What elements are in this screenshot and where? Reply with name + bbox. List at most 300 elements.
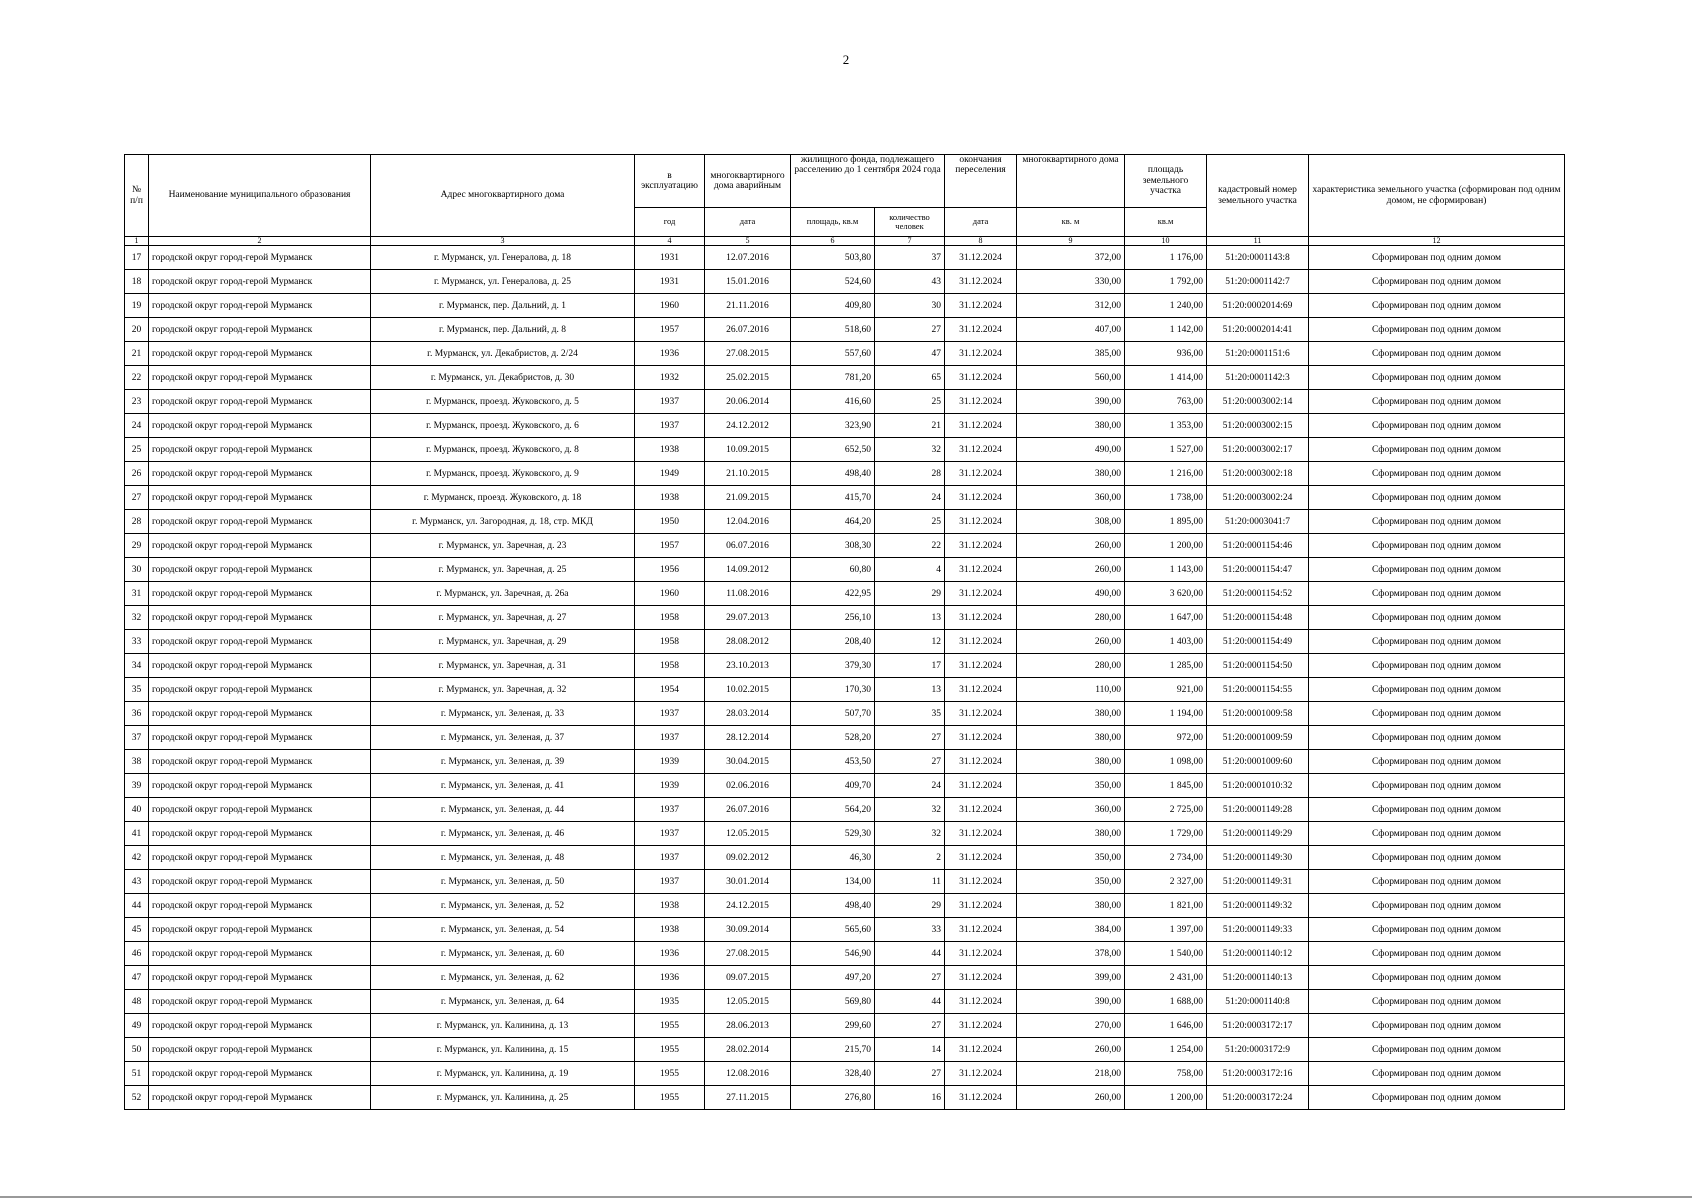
cadastral-number: 51:20:0001154:47 [1207, 558, 1309, 582]
column-number: 12 [1309, 237, 1565, 246]
row-number: 31 [125, 582, 149, 606]
commission-year: 1956 [635, 558, 705, 582]
cadastral-number: 51:20:0001154:55 [1207, 678, 1309, 702]
resettlement-area: 46,30 [791, 846, 875, 870]
resettlement-end-date: 31.12.2024 [945, 1062, 1017, 1086]
house-area: 260,00 [1017, 1086, 1125, 1110]
cadastral-number: 51:20:0003002:15 [1207, 414, 1309, 438]
land-area: 1 397,00 [1125, 918, 1207, 942]
house-area: 270,00 [1017, 1014, 1125, 1038]
residents-count: 33 [875, 918, 945, 942]
resettlement-area: 546,90 [791, 942, 875, 966]
land-characteristic: Сформирован под одним домом [1309, 990, 1565, 1014]
land-area: 758,00 [1125, 1062, 1207, 1086]
house-address: г. Мурманск, проезд. Жуковского, д. 18 [371, 486, 635, 510]
emergency-date: 30.04.2015 [705, 750, 791, 774]
municipality-name: городской округ город-герой Мурманск [149, 870, 371, 894]
commission-year: 1937 [635, 414, 705, 438]
row-number: 37 [125, 726, 149, 750]
cadastral-number: 51:20:0002014:69 [1207, 294, 1309, 318]
residents-count: 11 [875, 870, 945, 894]
resettlement-area: 409,80 [791, 294, 875, 318]
house-address: г. Мурманск, ул. Зеленая, д. 33 [371, 702, 635, 726]
land-area: 936,00 [1125, 342, 1207, 366]
column-number: 1 [125, 237, 149, 246]
house-address: г. Мурманск, ул. Зеленая, д. 48 [371, 846, 635, 870]
cadastral-number: 51:20:0001143:8 [1207, 246, 1309, 270]
resettlement-area: 652,50 [791, 438, 875, 462]
house-area: 280,00 [1017, 654, 1125, 678]
land-area: 1 792,00 [1125, 270, 1207, 294]
house-area: 350,00 [1017, 774, 1125, 798]
cadastral-number: 51:20:0001149:33 [1207, 918, 1309, 942]
commission-year: 1937 [635, 870, 705, 894]
cadastral-number: 51:20:0003002:18 [1207, 462, 1309, 486]
municipality-name: городской округ город-герой Мурманск [149, 486, 371, 510]
municipality-name: городской округ город-герой Мурманск [149, 966, 371, 990]
municipality-name: городской округ город-герой Мурманск [149, 534, 371, 558]
commission-year: 1954 [635, 678, 705, 702]
emergency-date: 25.02.2015 [705, 366, 791, 390]
house-area: 260,00 [1017, 534, 1125, 558]
house-address: г. Мурманск, ул. Калинина, д. 25 [371, 1086, 635, 1110]
cadastral-number: 51:20:0001154:48 [1207, 606, 1309, 630]
cadastral-number: 51:20:0003041:7 [1207, 510, 1309, 534]
municipality-name: городской округ город-герой Мурманск [149, 318, 371, 342]
resettlement-area: 781,20 [791, 366, 875, 390]
table-row [125, 990, 1565, 1014]
table-row [125, 438, 1565, 462]
land-characteristic: Сформирован под одним домом [1309, 294, 1565, 318]
emergency-date: 06.07.2016 [705, 534, 791, 558]
resettlement-end-date: 31.12.2024 [945, 390, 1017, 414]
cadastral-number: 51:20:0001140:13 [1207, 966, 1309, 990]
emergency-date: 12.08.2016 [705, 1062, 791, 1086]
land-area: 2 725,00 [1125, 798, 1207, 822]
row-number: 35 [125, 678, 149, 702]
residents-count: 25 [875, 510, 945, 534]
resettlement-area: 409,70 [791, 774, 875, 798]
land-area: 1 143,00 [1125, 558, 1207, 582]
residents-count: 27 [875, 966, 945, 990]
emergency-date: 29.07.2013 [705, 606, 791, 630]
land-characteristic: Сформирован под одним домом [1309, 270, 1565, 294]
residents-count: 32 [875, 822, 945, 846]
cadastral-number: 51:20:0001149:31 [1207, 870, 1309, 894]
row-number: 20 [125, 318, 149, 342]
resettlement-area: 464,20 [791, 510, 875, 534]
house-address: г. Мурманск, проезд. Жуковского, д. 8 [371, 438, 635, 462]
house-area: 260,00 [1017, 630, 1125, 654]
commission-year: 1955 [635, 1086, 705, 1110]
cadastral-number: 51:20:0003002:24 [1207, 486, 1309, 510]
land-characteristic: Сформирован под одним домом [1309, 750, 1565, 774]
residents-count: 17 [875, 654, 945, 678]
land-characteristic: Сформирован под одним домом [1309, 894, 1565, 918]
table-row [125, 966, 1565, 990]
column-number: 10 [1125, 237, 1207, 246]
land-area: 763,00 [1125, 390, 1207, 414]
municipality-name: городской округ город-герой Мурманск [149, 846, 371, 870]
resettlement-end-date: 31.12.2024 [945, 606, 1017, 630]
resettlement-area: 422,95 [791, 582, 875, 606]
land-characteristic: Сформирован под одним домом [1309, 1086, 1565, 1110]
house-address: г. Мурманск, ул. Заречная, д. 27 [371, 606, 635, 630]
resettlement-end-date: 31.12.2024 [945, 1038, 1017, 1062]
commission-year: 1938 [635, 894, 705, 918]
table-row [125, 1014, 1565, 1038]
commission-year: 1936 [635, 966, 705, 990]
emergency-date: 28.06.2013 [705, 1014, 791, 1038]
residents-count: 27 [875, 726, 945, 750]
land-characteristic: Сформирован под одним домом [1309, 1062, 1565, 1086]
municipality-name: городской округ город-герой Мурманск [149, 822, 371, 846]
residents-count: 24 [875, 486, 945, 510]
house-address: г. Мурманск, ул. Декабристов, д. 2/24 [371, 342, 635, 366]
resettlement-end-date: 31.12.2024 [945, 774, 1017, 798]
resettlement-end-date: 31.12.2024 [945, 966, 1017, 990]
land-area: 2 327,00 [1125, 870, 1207, 894]
resettlement-end-date: 31.12.2024 [945, 534, 1017, 558]
land-characteristic: Сформирован под одним домом [1309, 654, 1565, 678]
resettlement-end-date: 31.12.2024 [945, 462, 1017, 486]
municipality-name: городской округ город-герой Мурманск [149, 1062, 371, 1086]
house-address: г. Мурманск, ул. Зеленая, д. 54 [371, 918, 635, 942]
resettlement-end-date: 31.12.2024 [945, 894, 1017, 918]
cadastral-number: 51:20:0001009:58 [1207, 702, 1309, 726]
header-land-area-group: площадь земельного участка [1125, 155, 1207, 208]
resettlement-area: 498,40 [791, 462, 875, 486]
table-row [125, 582, 1565, 606]
land-area: 1 098,00 [1125, 750, 1207, 774]
header-land-characteristic: характеристика земельного участка (сформирован под одним домом, не сформирован) [1309, 155, 1565, 237]
resettlement-end-date: 31.12.2024 [945, 558, 1017, 582]
row-number: 38 [125, 750, 149, 774]
house-address: г. Мурманск, ул. Генералова, д. 18 [371, 246, 635, 270]
cadastral-number: 51:20:0001154:52 [1207, 582, 1309, 606]
row-number: 30 [125, 558, 149, 582]
house-area: 384,00 [1017, 918, 1125, 942]
house-area: 260,00 [1017, 558, 1125, 582]
resettlement-area: 569,80 [791, 990, 875, 1014]
table-header [125, 155, 1565, 246]
table-row [125, 1038, 1565, 1062]
header-cadastre: кадастровый номер земельного участка [1207, 155, 1309, 237]
row-number: 46 [125, 942, 149, 966]
municipality-name: городской округ город-герой Мурманск [149, 366, 371, 390]
table-row [125, 846, 1565, 870]
land-characteristic: Сформирован под одним домом [1309, 582, 1565, 606]
emergency-date: 12.05.2015 [705, 990, 791, 1014]
land-characteristic: Сформирован под одним домом [1309, 942, 1565, 966]
table-row [125, 246, 1565, 270]
commission-year: 1957 [635, 318, 705, 342]
municipality-name: городской округ город-герой Мурманск [149, 270, 371, 294]
residents-count: 21 [875, 414, 945, 438]
land-characteristic: Сформирован под одним домом [1309, 318, 1565, 342]
resettlement-area: 308,30 [791, 534, 875, 558]
land-characteristic: Сформирован под одним домом [1309, 366, 1565, 390]
cadastral-number: 51:20:0001010:32 [1207, 774, 1309, 798]
land-characteristic: Сформирован под одним домом [1309, 822, 1565, 846]
cadastral-number: 51:20:0001142:3 [1207, 366, 1309, 390]
cadastral-number: 51:20:0003002:17 [1207, 438, 1309, 462]
house-address: г. Мурманск, ул. Калинина, д. 19 [371, 1062, 635, 1086]
cadastral-number: 51:20:0001140:12 [1207, 942, 1309, 966]
emergency-date: 21.11.2016 [705, 294, 791, 318]
resettlement-end-date: 31.12.2024 [945, 678, 1017, 702]
cadastral-number: 51:20:0001154:46 [1207, 534, 1309, 558]
commission-year: 1955 [635, 1014, 705, 1038]
land-characteristic: Сформирован под одним домом [1309, 966, 1565, 990]
municipality-name: городской округ город-герой Мурманск [149, 582, 371, 606]
residents-count: 27 [875, 1014, 945, 1038]
commission-year: 1938 [635, 438, 705, 462]
house-address: г. Мурманск, пер. Дальний, д. 8 [371, 318, 635, 342]
column-number: 7 [875, 237, 945, 246]
house-area: 378,00 [1017, 942, 1125, 966]
commission-year: 1937 [635, 846, 705, 870]
resettlement-area: 415,70 [791, 486, 875, 510]
page-number: 2 [842, 52, 850, 67]
municipality-name: городской округ город-герой Мурманск [149, 510, 371, 534]
column-number: 2 [149, 237, 371, 246]
resettlement-area: 557,60 [791, 342, 875, 366]
municipality-name: городской округ город-герой Мурманск [149, 390, 371, 414]
resettlement-end-date: 31.12.2024 [945, 510, 1017, 534]
municipality-name: городской округ город-герой Мурманск [149, 798, 371, 822]
land-characteristic: Сформирован под одним домом [1309, 534, 1565, 558]
cadastral-number: 51:20:0001009:60 [1207, 750, 1309, 774]
resettlement-area: 528,20 [791, 726, 875, 750]
land-characteristic: Сформирован под одним домом [1309, 1014, 1565, 1038]
resettlement-end-date: 31.12.2024 [945, 654, 1017, 678]
land-area: 2 431,00 [1125, 966, 1207, 990]
house-area: 330,00 [1017, 270, 1125, 294]
column-number: 11 [1207, 237, 1309, 246]
resettlement-area: 208,40 [791, 630, 875, 654]
municipality-name: городской округ город-герой Мурманск [149, 942, 371, 966]
resettlement-end-date: 31.12.2024 [945, 414, 1017, 438]
house-address: г. Мурманск, ул. Заречная, д. 26а [371, 582, 635, 606]
table-row [125, 414, 1565, 438]
house-area: 350,00 [1017, 846, 1125, 870]
land-characteristic: Сформирован под одним домом [1309, 774, 1565, 798]
land-area: 1 540,00 [1125, 942, 1207, 966]
table-row [125, 750, 1565, 774]
resettlement-area: 497,20 [791, 966, 875, 990]
house-area: 380,00 [1017, 414, 1125, 438]
house-address: г. Мурманск, ул. Зеленая, д. 52 [371, 894, 635, 918]
house-address: г. Мурманск, ул. Заречная, д. 29 [371, 630, 635, 654]
house-area: 380,00 [1017, 462, 1125, 486]
house-address: г. Мурманск, ул. Заречная, д. 25 [371, 558, 635, 582]
row-number: 41 [125, 822, 149, 846]
commission-year: 1955 [635, 1038, 705, 1062]
cadastral-number: 51:20:0003172:24 [1207, 1086, 1309, 1110]
resettlement-end-date: 31.12.2024 [945, 726, 1017, 750]
table-row [125, 630, 1565, 654]
row-number: 39 [125, 774, 149, 798]
residents-count: 2 [875, 846, 945, 870]
resettlement-end-date: 31.12.2024 [945, 270, 1017, 294]
land-characteristic: Сформирован под одним домом [1309, 606, 1565, 630]
emergency-date: 27.11.2015 [705, 1086, 791, 1110]
house-address: г. Мурманск, проезд. Жуковского, д. 6 [371, 414, 635, 438]
municipality-name: городской округ город-герой Мурманск [149, 342, 371, 366]
emergency-date: 14.09.2012 [705, 558, 791, 582]
municipality-name: городской округ город-герой Мурманск [149, 678, 371, 702]
land-area: 1 353,00 [1125, 414, 1207, 438]
cadastral-number: 51:20:0001151:6 [1207, 342, 1309, 366]
house-area: 260,00 [1017, 1038, 1125, 1062]
residents-count: 28 [875, 462, 945, 486]
row-number: 25 [125, 438, 149, 462]
land-area: 921,00 [1125, 678, 1207, 702]
land-characteristic: Сформирован под одним домом [1309, 630, 1565, 654]
municipality-name: городской округ город-герой Мурманск [149, 774, 371, 798]
resettlement-area: 134,00 [791, 870, 875, 894]
resettlement-area: 256,10 [791, 606, 875, 630]
table-row [125, 774, 1565, 798]
emergency-date: 20.06.2014 [705, 390, 791, 414]
municipality-name: городской округ город-герой Мурманск [149, 702, 371, 726]
land-area: 1 895,00 [1125, 510, 1207, 534]
row-number: 19 [125, 294, 149, 318]
emergency-date: 30.01.2014 [705, 870, 791, 894]
municipality-name: городской округ город-герой Мурманск [149, 438, 371, 462]
resettlement-area: 170,30 [791, 678, 875, 702]
land-area: 1 200,00 [1125, 1086, 1207, 1110]
table-row [125, 318, 1565, 342]
commission-year: 1937 [635, 390, 705, 414]
resettlement-area: 416,60 [791, 390, 875, 414]
residents-count: 32 [875, 798, 945, 822]
commission-year: 1938 [635, 486, 705, 510]
land-characteristic: Сформирован под одним домом [1309, 246, 1565, 270]
land-characteristic: Сформирован под одним домом [1309, 918, 1565, 942]
cadastral-number: 51:20:0001149:32 [1207, 894, 1309, 918]
emergency-date: 28.08.2012 [705, 630, 791, 654]
municipality-name: городской округ город-герой Мурманск [149, 606, 371, 630]
emergency-date: 28.02.2014 [705, 1038, 791, 1062]
row-number: 28 [125, 510, 149, 534]
resettlement-area: 453,50 [791, 750, 875, 774]
resettlement-end-date: 31.12.2024 [945, 702, 1017, 726]
land-area: 1 254,00 [1125, 1038, 1207, 1062]
table-row [125, 1062, 1565, 1086]
municipality-name: городской округ город-герой Мурманск [149, 1086, 371, 1110]
emergency-date: 21.09.2015 [705, 486, 791, 510]
house-area: 380,00 [1017, 822, 1125, 846]
house-address: г. Мурманск, ул. Зеленая, д. 60 [371, 942, 635, 966]
resettlement-end-date: 31.12.2024 [945, 486, 1017, 510]
row-number: 36 [125, 702, 149, 726]
residents-count: 25 [875, 390, 945, 414]
land-area: 1 216,00 [1125, 462, 1207, 486]
header-house-area-group: многоквартирного дома [1017, 155, 1125, 208]
house-area: 360,00 [1017, 486, 1125, 510]
house-address: г. Мурманск, ул. Зеленая, д. 64 [371, 990, 635, 1014]
land-area: 1 240,00 [1125, 294, 1207, 318]
cadastral-number: 51:20:0003172:16 [1207, 1062, 1309, 1086]
land-area: 1 729,00 [1125, 822, 1207, 846]
emergency-date: 10.09.2015 [705, 438, 791, 462]
resettlement-area: 524,60 [791, 270, 875, 294]
resettlement-area: 507,70 [791, 702, 875, 726]
resettlement-area: 498,40 [791, 894, 875, 918]
resettlement-end-date: 31.12.2024 [945, 294, 1017, 318]
cadastral-number: 51:20:0001149:29 [1207, 822, 1309, 846]
resettlement-end-date: 31.12.2024 [945, 1014, 1017, 1038]
municipality-name: городской округ город-герой Мурманск [149, 894, 371, 918]
resettlement-area: 60,80 [791, 558, 875, 582]
emergency-date: 12.04.2016 [705, 510, 791, 534]
table-row [125, 558, 1565, 582]
commission-year: 1939 [635, 774, 705, 798]
header-date: дата [705, 208, 791, 237]
row-number: 32 [125, 606, 149, 630]
land-area: 972,00 [1125, 726, 1207, 750]
house-area: 560,00 [1017, 366, 1125, 390]
house-address: г. Мурманск, ул. Зеленая, д. 37 [371, 726, 635, 750]
column-number: 9 [1017, 237, 1125, 246]
municipality-name: городской округ город-герой Мурманск [149, 246, 371, 270]
header-emergency-group: многоквартирного дома аварийным [705, 155, 791, 208]
residents-count: 30 [875, 294, 945, 318]
table-row [125, 534, 1565, 558]
emergency-date: 23.10.2013 [705, 654, 791, 678]
house-area: 360,00 [1017, 798, 1125, 822]
house-address: г. Мурманск, ул. Зеленая, д. 39 [371, 750, 635, 774]
land-area: 1 403,00 [1125, 630, 1207, 654]
table-body [125, 246, 1565, 1110]
resettlement-area: 299,60 [791, 1014, 875, 1038]
commission-year: 1935 [635, 990, 705, 1014]
cadastral-number: 51:20:0001149:30 [1207, 846, 1309, 870]
row-number: 27 [125, 486, 149, 510]
residents-count: 14 [875, 1038, 945, 1062]
table-row [125, 918, 1565, 942]
header-end-date: дата [945, 208, 1017, 237]
cadastral-number: 51:20:0003172:17 [1207, 1014, 1309, 1038]
land-area: 1 646,00 [1125, 1014, 1207, 1038]
row-number: 29 [125, 534, 149, 558]
table-row [125, 342, 1565, 366]
resettlement-end-date: 31.12.2024 [945, 366, 1017, 390]
resettlement-area: 323,90 [791, 414, 875, 438]
emergency-date: 26.07.2016 [705, 798, 791, 822]
land-characteristic: Сформирован под одним домом [1309, 702, 1565, 726]
land-characteristic: Сформирован под одним домом [1309, 846, 1565, 870]
table-row [125, 942, 1565, 966]
residents-count: 29 [875, 582, 945, 606]
land-characteristic: Сформирован под одним домом [1309, 558, 1565, 582]
residents-count: 22 [875, 534, 945, 558]
emergency-date: 12.07.2016 [705, 246, 791, 270]
land-characteristic: Сформирован под одним домом [1309, 462, 1565, 486]
residents-count: 44 [875, 942, 945, 966]
house-address: г. Мурманск, ул. Зеленая, д. 44 [371, 798, 635, 822]
house-address: г. Мурманск, ул. Калинина, д. 15 [371, 1038, 635, 1062]
residents-count: 35 [875, 702, 945, 726]
resettlement-area: 215,70 [791, 1038, 875, 1062]
commission-year: 1932 [635, 366, 705, 390]
row-number: 48 [125, 990, 149, 1014]
commission-year: 1938 [635, 918, 705, 942]
house-area: 380,00 [1017, 702, 1125, 726]
house-area: 380,00 [1017, 726, 1125, 750]
